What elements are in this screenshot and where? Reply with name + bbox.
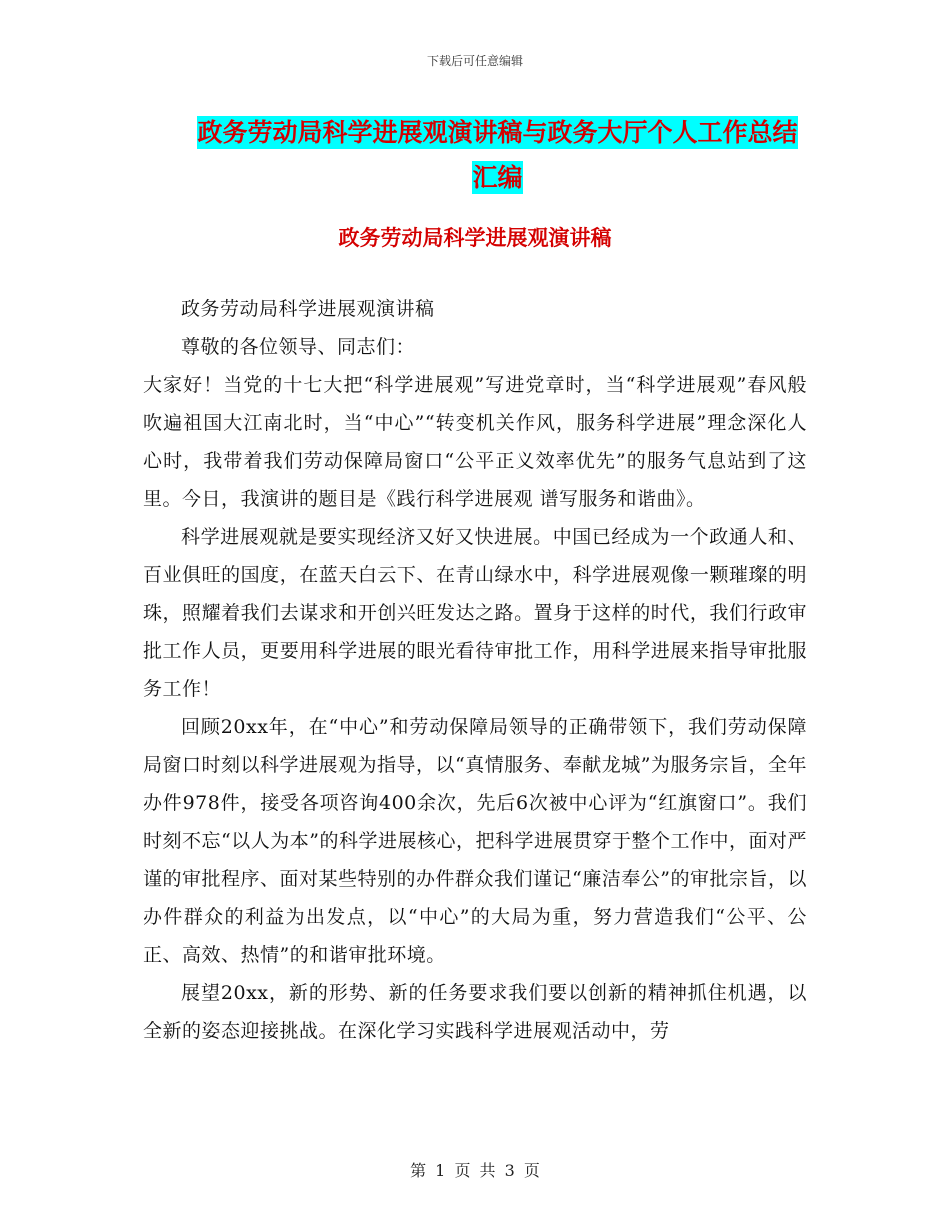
section-title: 政务劳动局科学进展观演讲稿 bbox=[338, 225, 612, 250]
paragraph-salutation: 尊敬的各位领导、同志们： bbox=[181, 336, 416, 358]
document-body bbox=[143, 290, 807, 1050]
header-note: 下载后可任意编辑 bbox=[426, 54, 523, 68]
page-number: 第 1 页 共 3 页 bbox=[410, 1161, 540, 1180]
paragraph-development: 科学进展观就是要实现经济又好又快进展。中国已经成为一个政通人和、百业俱旺的国度，在蓝天白云下、在青山绿水中，科学进展观像一颗璀璨的明珠，照耀着我们去谋求和开创兴旺发达之路。置身于这样的时代，我们行政审批工作人员，更要用科学进展的眼光看待审批工作，用科学进展来指导审批服务工作！ bbox=[143, 526, 807, 700]
document-title bbox=[190, 110, 805, 200]
paragraph-greeting: 大家好！当党的十七大把“科学进展观”写进党章时，当“科学进展观”春风般吹遍祖国大江南北时，当“中心”“转变机关作风，服务科学进展”理念深化人心时，我带着我们劳动保障局窗口“公平正义效率优先”的服务气息站到了这里。今日，我演讲的题目是《践行科学进展观 谱写服务和谐曲》。 bbox=[143, 374, 807, 510]
paragraph-speech-title: 政务劳动局科学进展观演讲稿 bbox=[181, 298, 435, 320]
paragraph-review: 回顾20xx年，在“中心”和劳动保障局领导的正确带领下，我们劳动保障局窗口时刻以科学进展观为指导，以“真情服务、奉献龙城”为服务宗旨，全年办件978件，接受各项咨询400余次，先后6次被中心评为“红旗窗口”。我们时刻不忘“以人为本”的科学进展核心，把科学进展贯穿于整个工作中，面对严谨的审批程序、面对某些特别的办件群众我们谨记“廉洁奉公”的审批宗旨，以办件群众的利益为出发点，以“中心”的大局为重，努力营造我们“公平、公正、高效、热情”的和谐审批环境。 bbox=[143, 716, 807, 966]
document-title-text: 政务劳动局科学进展观演讲稿与政务大厅个人工作总结汇编 bbox=[197, 118, 798, 192]
paragraph-outlook: 展望20xx，新的形势、新的任务要求我们要以创新的精神抓住机遇，以全新的姿态迎接挑战。在深化学习实践科学进展观活动中，劳 bbox=[143, 982, 807, 1042]
